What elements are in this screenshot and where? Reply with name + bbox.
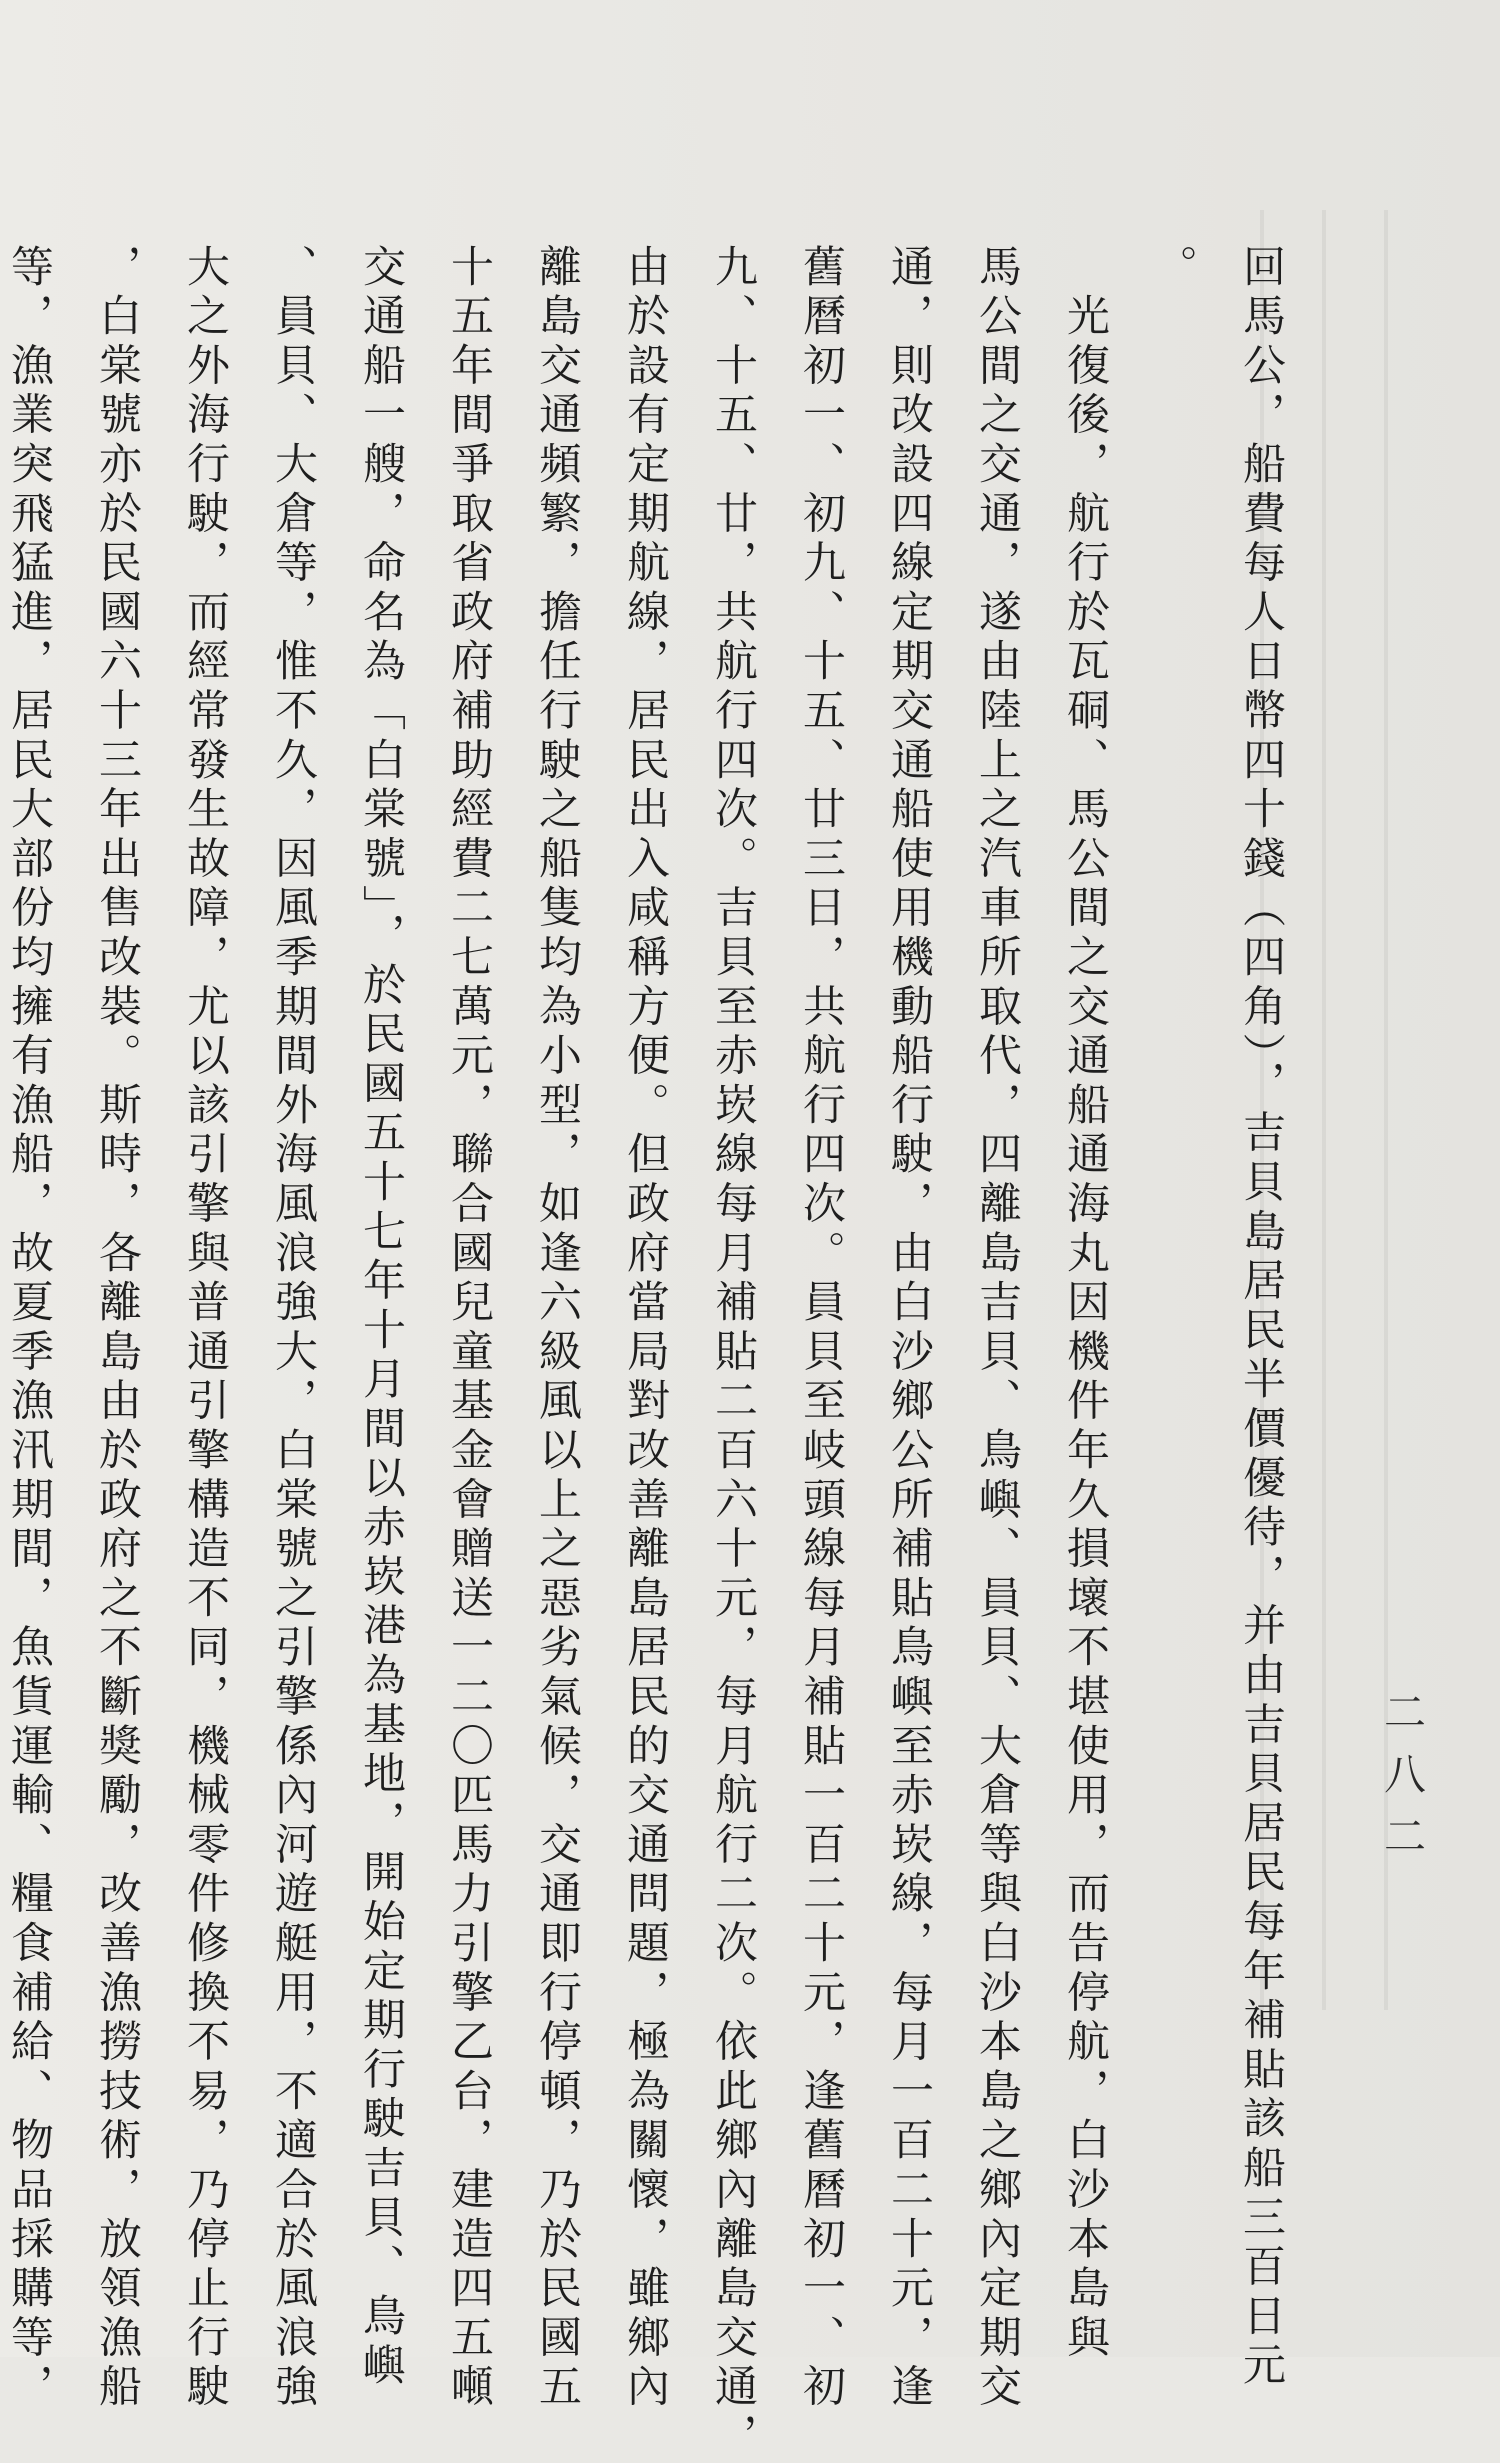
text-column: 回馬公，船費每人日幣四十錢（四角），吉貝島居民半價優待，并由吉貝居民每年補貼該船三百日元 xyxy=(1236,244,1286,2392)
vertical-text-body xyxy=(0,244,1305,2463)
page-number: 二八二 xyxy=(1378,1690,1427,1876)
text-column: 光復後，航行於瓦硐、馬公間之交通船通海丸因機件年久損壞不堪使用，而告停航，白沙本島與 xyxy=(1060,244,1110,2364)
text-column: 舊曆初一、初九、十五、廿三日，共航行四次。員貝至岐頭線每月補貼一百二十元，逢舊曆初一、初 xyxy=(796,244,846,2414)
text-column: 、員貝、大倉等，惟不久，因風季期間外海風浪強大，白棠號之引擎係內河遊艇用，不適合於風浪強 xyxy=(268,244,318,2414)
text-column: 。 xyxy=(1148,244,1198,294)
text-column: 由於設有定期航線，居民出入咸稱方便。但政府當局對改善離島居民的交通問題，極為關懷，雖鄉內 xyxy=(620,244,670,2414)
text-column: 馬公間之交通，遂由陸上之汽車所取代，四離島吉貝、鳥嶼、員貝、大倉等與白沙本島之鄉內定期交 xyxy=(972,244,1022,2414)
text-column: ，白棠號亦於民國六十三年出售改裝。斯時，各離島由於政府之不斷獎勵，改善漁撈技術，放領漁船 xyxy=(92,244,142,2414)
text-column: 離島交通頻繁，擔任行駛之船隻均為小型，如逢六級風以上之惡劣氣候，交通即行停頓，乃於民國五 xyxy=(532,244,582,2414)
text-column: 大之外海行駛，而經常發生故障，尤以該引擎與普通引擎構造不同，機械零件修換不易，乃停止行駛 xyxy=(180,244,230,2414)
text-column: 交通船一艘，命名為「白棠號」，於民國五十七年十月間以赤崁港為基地，開始定期行駛吉貝、鳥嶼 xyxy=(356,244,406,2392)
text-column: 九、十五、廿，共航行四次。吉貝至赤崁線每月補貼二百六十元，每月航行二次。依此鄉內離島交通， xyxy=(708,244,758,2463)
text-column: 通，則改設四線定期交通船使用機動船行駛，由白沙鄉公所補貼鳥嶼至赤崁線，每月一百二十元，逢 xyxy=(884,244,934,2414)
text-column: 十五年間爭取省政府補助經費二七萬元，聯合國兒童基金會贈送一二〇匹馬力引擎乙台，建造四五噸 xyxy=(444,244,494,2414)
text-column: 等，漁業突飛猛進，居民大部份均擁有漁船，故夏季漁汛期間，魚貨運輸、糧食補給、物品採購等， xyxy=(4,244,54,2414)
